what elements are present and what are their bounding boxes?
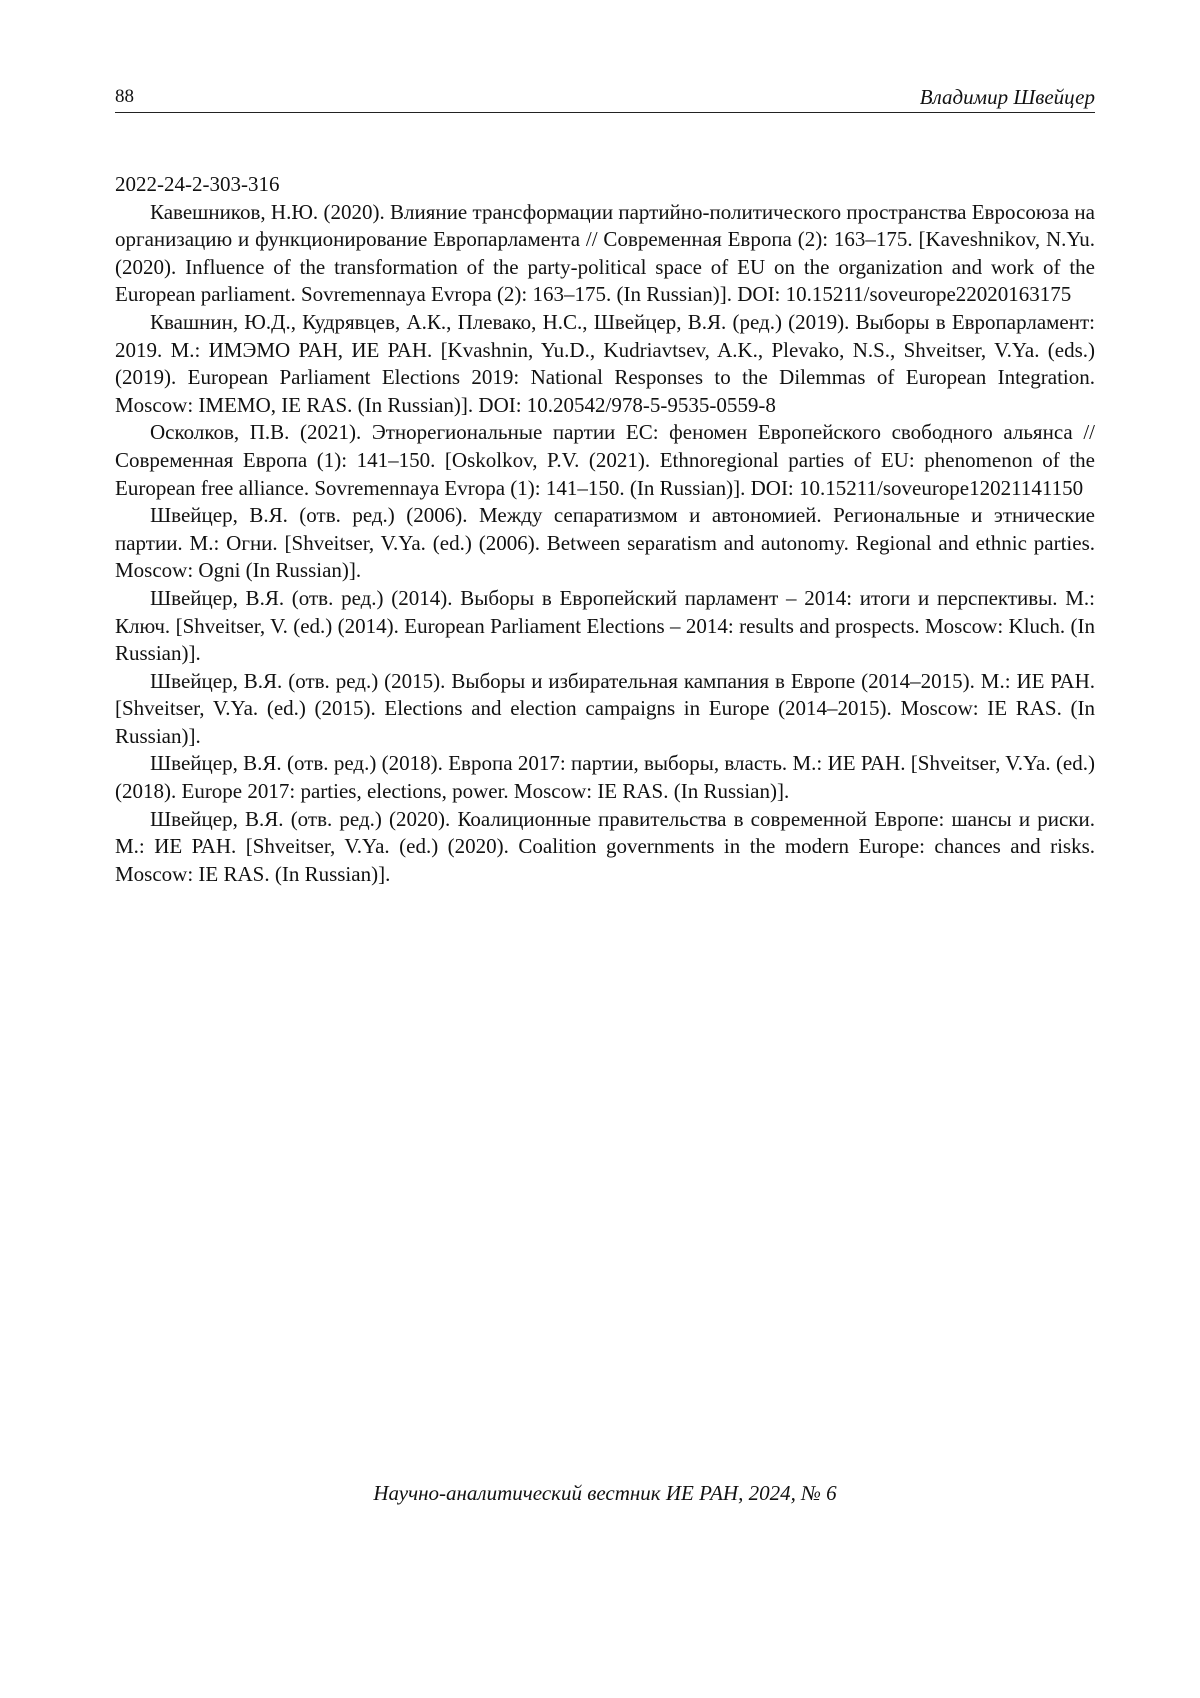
reference-entry-continued: 2022-24-2-303-316 <box>115 172 280 196</box>
reference-entry-shveitser-2020: Швейцер, В.Я. (отв. ред.) (2020). Коалиционные правительства в современной Европе: шансы и риски. М.: ИЕ РАН. [Shveitser, V.Ya. (ed.) (2020). Coalition governments in the modern Europe: chances and risks. Moscow: IE RAS. (In Russian)]. <box>115 806 1095 886</box>
reference-entry-shveitser-2018: Швейцер, В.Я. (отв. ред.) (2018). Европа 2017: партии, выборы, власть. М.: ИЕ РАН. [Shveitser, V.Ya. (ed.) (2018). Europe 2017: parties, elections, power. Moscow: IE RAS. (In Russian)]. <box>115 751 1095 804</box>
reference-entry-kaveshnikov-2020: Кавешников, Н.Ю. (2020). Влияние трансформации партийно-политического пространства Евросоюза на организацию и функционирование Европарламента // Современная Европа (2): 163–175. [Kaveshnikov, N.Yu. (2020). Influence of the transformation of the party-political space of EU on the organization and work of the European parliament. Sovremennaya Evropa (2): 163–175. (In Russian)]. DOI: 10.15211/soveurope22020163175 <box>115 199 1095 307</box>
reference-entry-shveitser-2015: Швейцер, В.Я. (отв. ред.) (2015). Выборы и избирательная кампания в Европе (2014–2015). М.: ИЕ РАН. [Shveitser, V.Ya. (ed.) (2015). Elections and election campaigns in Europe (2014–2015). Moscow: IE RAS. (In Russian)]. <box>115 668 1095 748</box>
page-number: 88 <box>115 86 134 107</box>
reference-entry-oskolkov-2021: Осколков, П.В. (2021). Этнорегиональные партии ЕС: феномен Европейского свободного альянса // Современная Европа (1): 141–150. [Oskolkov, P.V. (2021). Ethnoregional parties of EU: phenomenon of the European free alliance. Sovremennaya Evropa (1): 141–150. (In Russian)]. DOI: 10.15211/soveurope12021141150 <box>115 420 1095 500</box>
reference-entry-shveitser-2006: Швейцер, В.Я. (отв. ред.) (2006). Между сепаратизмом и автономией. Региональные и этнические партии. М.: Огни. [Shveitser, V.Ya. (ed.) (2006). Between separatism and autonomy. Regional and ethnic parties. Moscow: Ogni (In Russian)]. <box>115 503 1095 583</box>
page-header <box>115 84 1095 113</box>
reference-entry-kvashnin-2019: Квашнин, Ю.Д., Кудрявцев, А.К., Плевако, Н.С., Швейцер, В.Я. (ред.) (2019). Выборы в Европарламент: 2019. М.: ИМЭМО РАН, ИЕ РАН. [Kvashnin, Yu.D., Kudriavtsev, A.K., Plevako, N.S., Shveitser, V.Ya. (eds.) (2019). European Parliament Elections 2019: National Responses to the Dilemmas of European Integration. Moscow: IMEMO, IE RAS. (In Russian)]. DOI: 10.20542/978-5-9535-0559-8 <box>115 309 1095 417</box>
reference-list <box>115 171 1095 888</box>
running-header-author: Владимир Швейцер <box>919 85 1095 109</box>
reference-entry-shveitser-2014: Швейцер, В.Я. (отв. ред.) (2014). Выборы в Европейский парламент – 2014: итоги и перспективы. М.: Ключ. [Shveitser, V. (ed.) (2014). European Parliament Elections – 2014: results and prospects. Moscow: Kluch. (In Russian)]. <box>115 585 1095 666</box>
page-footer-journal: Научно-аналитический вестник ИЕ РАН, 2024, № 6 <box>373 1481 837 1505</box>
